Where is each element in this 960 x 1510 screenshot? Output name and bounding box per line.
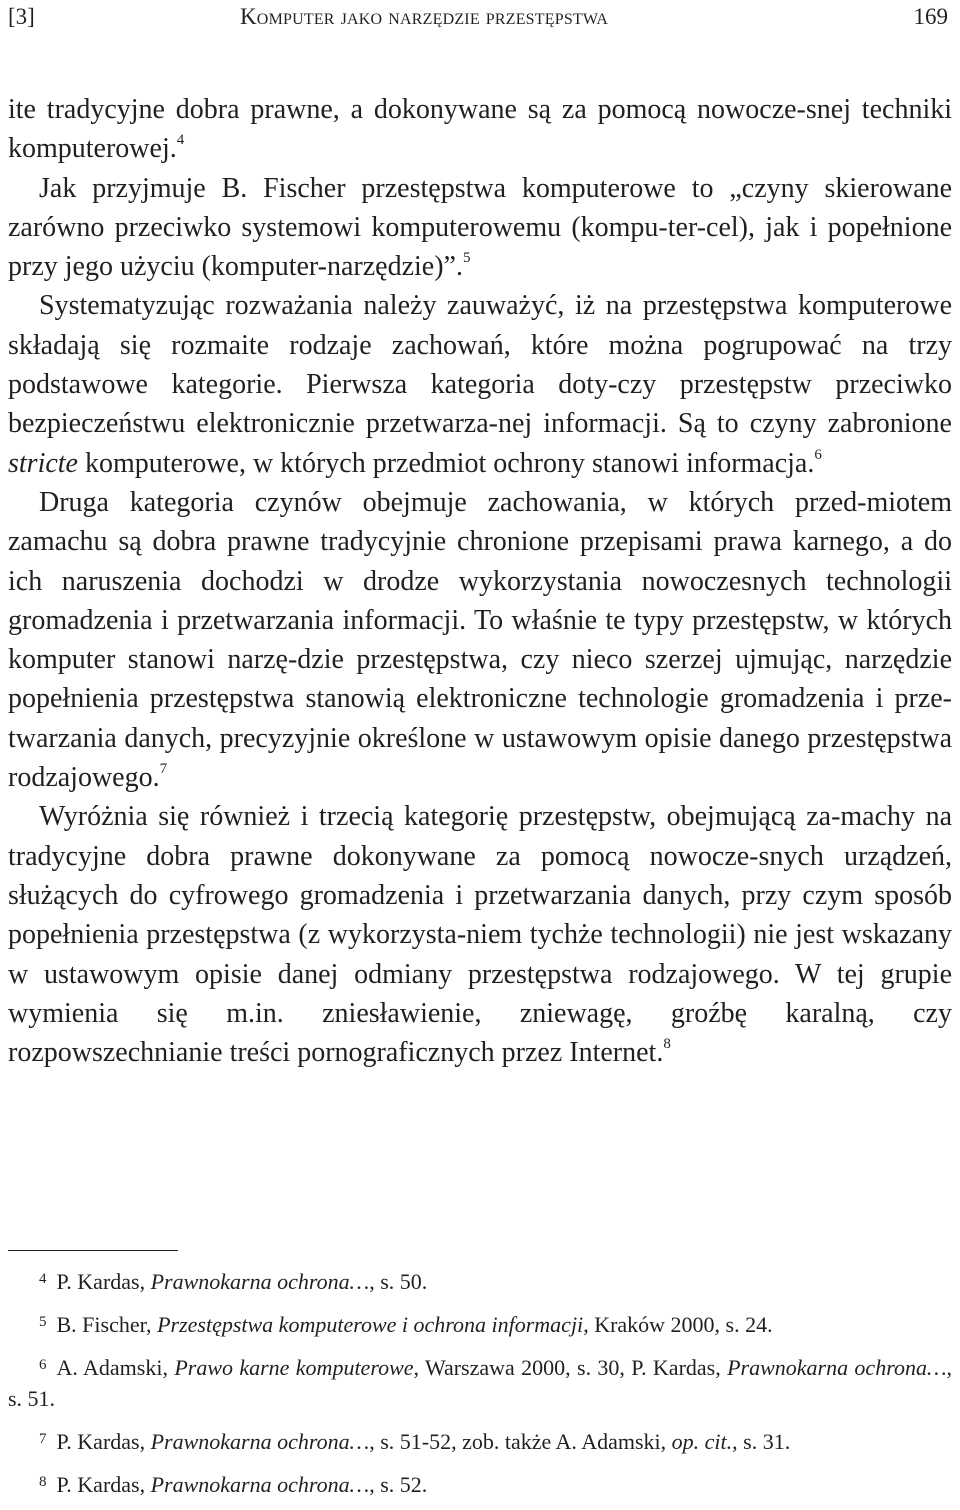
paragraph-1: ite tradycyjne dobra prawne, a dokonywane są za pomocą nowocze-snej techniki komputerowej.$^4$ [8, 94, 952, 165]
footnote-8: $^8$ P. Kardas, Prawnokarna ochrona…, s. 52. [39, 1472, 428, 1497]
footnote-ref-7[interactable]: 7 [159, 761, 168, 778]
footnote-ref-6[interactable]: 6 [814, 446, 822, 463]
section-number: [3] [8, 4, 35, 29]
running-header [8, 0, 952, 36]
footnote-ref-5[interactable]: 5 [463, 250, 471, 267]
footnote-6: $^6$ A. Adamski, Prawo karne komputerowe, Warszawa 2000, s. 30, P. Kardas, Prawnokarna ochrona…, s. 51. [8, 1355, 952, 1411]
paragraph-2: Jak przyjmuje B. Fischer przestępstwa komputerowe to „czyny skierowane zarówno przeciwko systemowi komputerowemu (kompu-ter-cel), jak i popełnione przy jego użyciu (komputer-narzędzie)”.$^5$ [8, 172, 952, 283]
running-title: Komputer jako narzędzie przestępstwa [240, 4, 609, 29]
footnote-5: $^5$ B. Fischer, Przestępstwa komputerowe i ochrona informacji, Kraków 2000, s. 24. [39, 1312, 773, 1337]
main-text [8, 90, 952, 1072]
paragraph-5: Wyróżnia się również i trzecią kategorię przestępstw, obejmującą za-machy na tradycyjne dobra prawne dokonywane za pomocą nowocze-snych urządzeń, służących do cyfrowego gromadzenia i przetwarzania danych, przy czym sposób popełnienia przestępstwa (z wykorzysta-niem tychże technologii) nie jest wskazany w ustawowym opisie danej odmiany przestępstwa rodzajowego. W tej grupie wymienia się m.in. zniesławienie, zniewagę, groźbę karalną, czy rozpowszechnianie treści pornograficznych przez Internet.$^8$ [8, 801, 952, 1069]
footnote-ref-4[interactable]: 4 [176, 132, 185, 149]
page-number: 169 [913, 4, 948, 29]
footnote-7: $^7$ P. Kardas, Prawnokarna ochrona…, s. 51-52, zob. także A. Adamski, op. cit., s. 31. [39, 1429, 791, 1454]
paragraph-4: Druga kategoria czynów obejmuje zachowania, w których przed-miotem zamachu są dobra prawne tradycyjnie chronione przepisami prawa karnego, a do ich naruszenia dochodzi w drodze wykorzystania nowoczesnych technologii gromadzenia i przetwarzania informacji. To właśnie te typy przestępstw, w których komputer stanowi narzę-dzie przestępstwa, czy nieco szerzej ujmując, narzędzie popełnienia przestępstwa stanowią elektroniczne technologie gromadzenia i prze-twarzania danych, precyzyjnie określone w ustawowym opisie danego przestępstwa rodzajowego.$^7$ [8, 486, 952, 794]
footnote-ref-8[interactable]: 8 [663, 1036, 671, 1053]
paragraph-3: Systematyzując rozważania należy zauważyć, iż na przestępstwa komputerowe składają się rozmaite rodzaje zachowań, które można pogrupować na trzy podstawowe kategorie. Pierwsza kategoria doty-czy przestępstw przeciwko bezpieczeństwu elektronicznie przetwarza-nej informacji. Są to czyny zabronione stricte komputerowe, w których przedmiot ochrony stanowi informacja.$^6$ [8, 290, 952, 479]
footnote-4: $^4$ P. Kardas, Prawnokarna ochrona…, s. 50. [39, 1269, 428, 1294]
footnote-divider [8, 1250, 178, 1251]
footnotes [8, 1264, 952, 1510]
